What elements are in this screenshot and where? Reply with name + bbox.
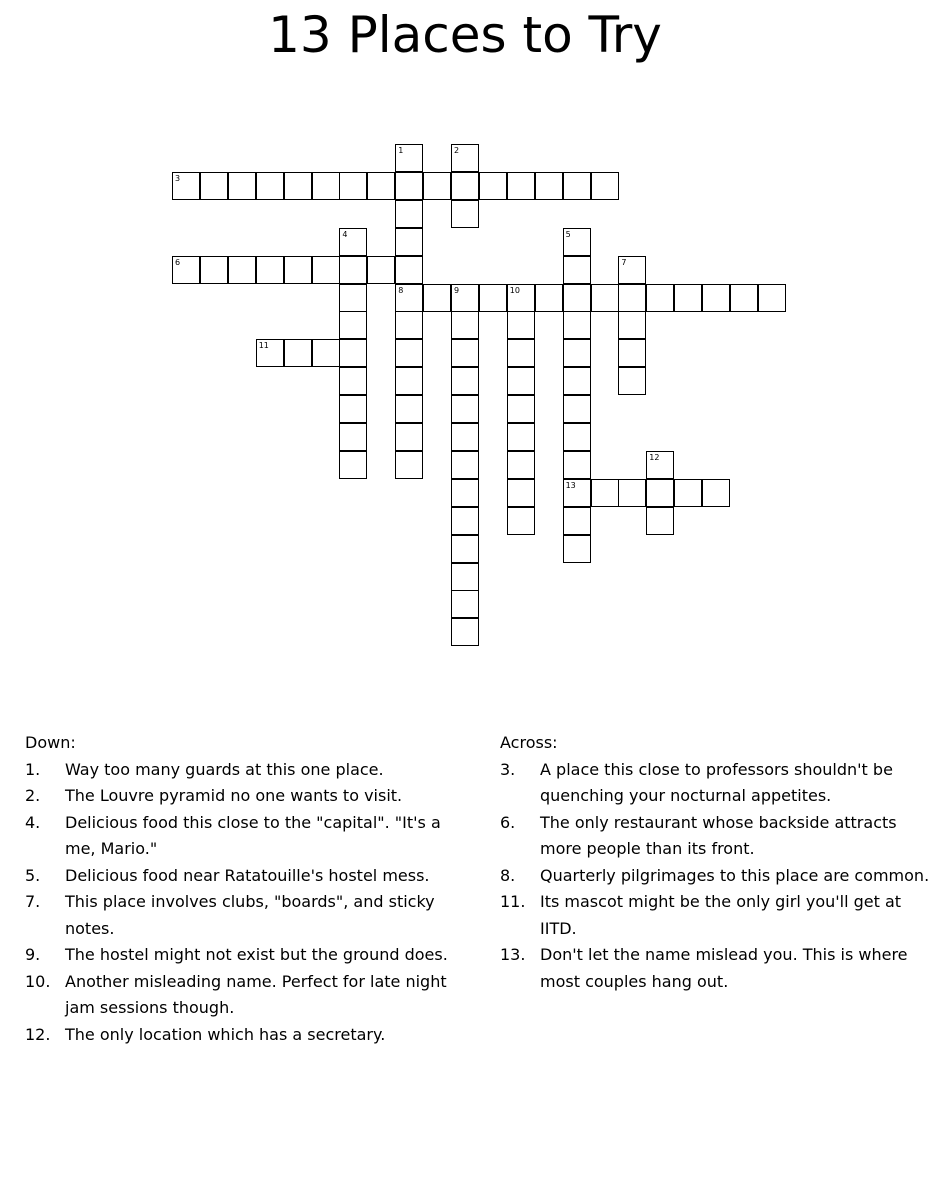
across-clue — [500, 757, 940, 810]
across-clue — [500, 889, 940, 942]
grid-cell[interactable] — [339, 256, 367, 284]
grid-cell[interactable] — [339, 311, 367, 339]
clue-text: Quarterly pilgrimages to this place are common. — [540, 865, 930, 885]
grid-cell[interactable] — [395, 311, 423, 339]
grid-cell[interactable] — [730, 284, 758, 312]
clue-number: 10. — [25, 971, 51, 991]
across-clue — [500, 942, 940, 995]
grid-cell[interactable] — [367, 256, 395, 284]
grid-cell[interactable] — [451, 311, 479, 339]
across-clue-list — [500, 757, 940, 996]
grid-cell[interactable] — [200, 172, 228, 200]
grid-cell[interactable] — [702, 479, 730, 507]
grid-cell[interactable] — [563, 423, 591, 451]
grid-cell[interactable] — [284, 339, 312, 367]
cell-number: 1 — [398, 146, 404, 155]
grid-cell[interactable] — [339, 423, 367, 451]
cell-number: 13 — [565, 480, 576, 490]
grid-cell[interactable] — [312, 339, 340, 367]
down-clue — [25, 942, 475, 969]
grid-cell[interactable] — [339, 451, 367, 479]
cell-number: 8 — [398, 285, 404, 295]
grid-cell[interactable] — [395, 200, 423, 228]
grid-cell[interactable] — [256, 172, 284, 200]
grid-cell[interactable] — [618, 339, 646, 367]
grid-cell[interactable] — [395, 339, 423, 367]
grid-cell[interactable] — [507, 395, 535, 423]
down-clue — [25, 757, 475, 784]
clue-number: 7. — [25, 892, 41, 911]
down-clue — [25, 863, 475, 890]
cell-number: 2 — [454, 146, 460, 155]
grid-cell[interactable] — [395, 367, 423, 395]
grid-cell[interactable] — [451, 284, 479, 312]
grid-cell[interactable] — [395, 256, 423, 284]
grid-cell[interactable] — [367, 172, 395, 200]
clue-number: 12. — [25, 1024, 51, 1044]
grid-cell[interactable] — [451, 339, 479, 367]
grid-cell[interactable] — [256, 339, 284, 367]
clue-text: The only restaurant whose backside attracts more people than its front. — [540, 812, 897, 858]
grid-cell[interactable] — [284, 172, 312, 200]
grid-cell[interactable] — [563, 395, 591, 423]
grid-cell[interactable] — [646, 507, 674, 535]
grid-cell[interactable] — [646, 451, 674, 479]
grid-cell[interactable] — [507, 367, 535, 395]
grid-cell[interactable] — [423, 172, 451, 200]
grid-cell[interactable] — [451, 535, 479, 563]
clue-number: 8. — [500, 865, 516, 885]
grid-cell[interactable] — [451, 479, 479, 507]
grid-cell[interactable] — [507, 311, 535, 339]
grid-cell[interactable] — [395, 172, 423, 200]
grid-cell[interactable] — [451, 590, 479, 618]
grid-cell[interactable] — [451, 423, 479, 451]
cell-number: 10 — [509, 285, 520, 295]
clue-text: A place this close to professors shouldn't be quenching your nocturnal appetites. — [540, 759, 893, 805]
grid-cell[interactable] — [618, 284, 646, 312]
grid-cell[interactable] — [674, 479, 702, 507]
down-clue — [25, 1022, 475, 1049]
grid-cell[interactable] — [507, 339, 535, 367]
grid-cell[interactable] — [395, 228, 423, 256]
grid-cell[interactable] — [758, 284, 786, 312]
grid-cell[interactable] — [563, 507, 591, 535]
grid-cell[interactable] — [451, 507, 479, 535]
grid-cell[interactable] — [451, 367, 479, 395]
clue-text: Way too many guards at this one place. — [65, 759, 384, 779]
grid-cell[interactable] — [563, 339, 591, 367]
grid-cell[interactable] — [284, 256, 312, 284]
grid-cell[interactable] — [563, 311, 591, 339]
down-clues — [25, 730, 475, 1048]
grid-cell[interactable] — [563, 228, 591, 256]
across-heading: Across: — [500, 733, 558, 752]
grid-cell[interactable] — [312, 172, 340, 200]
grid-cell[interactable] — [618, 256, 646, 284]
down-clue — [25, 969, 475, 1022]
clue-text: This place involves clubs, "boards", and sticky notes. — [65, 892, 435, 938]
cell-number: 12 — [649, 452, 660, 462]
cell-number: 3 — [175, 173, 181, 183]
clue-number: 11. — [500, 892, 526, 911]
grid-cell[interactable] — [228, 172, 256, 200]
grid-cell[interactable] — [451, 395, 479, 423]
across-clues — [500, 730, 940, 995]
grid-cell[interactable] — [563, 479, 591, 507]
grid-cell[interactable] — [507, 507, 535, 535]
grid-cell[interactable] — [395, 451, 423, 479]
grid-cell[interactable] — [256, 256, 284, 284]
grid-cell[interactable] — [451, 172, 479, 200]
grid-cell[interactable] — [451, 144, 479, 172]
grid-cell[interactable] — [507, 423, 535, 451]
clue-number: 3. — [500, 759, 516, 779]
grid-cell[interactable] — [451, 200, 479, 228]
down-clue — [25, 783, 475, 810]
grid-cell[interactable] — [312, 256, 340, 284]
grid-cell[interactable] — [563, 284, 591, 312]
across-clue — [500, 863, 940, 890]
grid-cell[interactable] — [507, 284, 535, 312]
grid-cell[interactable] — [507, 451, 535, 479]
grid-cell[interactable] — [339, 367, 367, 395]
grid-cell[interactable] — [618, 479, 646, 507]
page-title: 13 Places to Try — [268, 6, 662, 64]
grid-cell[interactable] — [200, 256, 228, 284]
clue-number: 4. — [25, 812, 41, 832]
grid-cell[interactable] — [451, 563, 479, 591]
grid-cell[interactable] — [395, 144, 423, 172]
grid-cell[interactable] — [395, 284, 423, 312]
across-clue — [500, 810, 940, 863]
grid-cell[interactable] — [339, 339, 367, 367]
down-heading: Down: — [25, 733, 76, 752]
grid-cell[interactable] — [423, 284, 451, 312]
grid-cell[interactable] — [646, 284, 674, 312]
grid-cell[interactable] — [563, 367, 591, 395]
grid-cell[interactable] — [172, 172, 200, 200]
grid-cell[interactable] — [339, 395, 367, 423]
grid-cell[interactable] — [228, 256, 256, 284]
down-clue — [25, 810, 475, 863]
grid-cell[interactable] — [535, 284, 563, 312]
clue-text: The Louvre pyramid no one wants to visit. — [65, 786, 403, 805]
clue-text: Don't let the name mislead you. This is where most couples hang out. — [540, 945, 908, 991]
clue-text: Its mascot might be the only girl you'll get at IITD. — [540, 892, 902, 938]
grid-cell[interactable] — [507, 172, 535, 200]
clue-text: The only location which has a secretary. — [65, 1024, 386, 1044]
clue-number: 6. — [500, 812, 516, 832]
grid-cell[interactable] — [563, 535, 591, 563]
grid-cell[interactable] — [451, 451, 479, 479]
grid-cell[interactable] — [535, 172, 563, 200]
grid-cell[interactable] — [395, 423, 423, 451]
grid-cell[interactable] — [563, 451, 591, 479]
clue-text: Delicious food near Ratatouille's hostel mess. — [65, 865, 430, 885]
cell-number: 11 — [258, 341, 269, 351]
grid-cell[interactable] — [702, 284, 730, 312]
clue-number: 9. — [25, 945, 41, 964]
clue-number: 2. — [25, 786, 41, 805]
grid-cell[interactable] — [591, 284, 619, 312]
grid-cell[interactable] — [507, 479, 535, 507]
grid-cell[interactable] — [563, 172, 591, 200]
grid-cell[interactable] — [618, 367, 646, 395]
grid-cell[interactable] — [339, 284, 367, 312]
clue-text: Another misleading name. Perfect for late night jam sessions though. — [65, 971, 447, 1017]
grid-cell[interactable] — [479, 284, 507, 312]
grid-cell[interactable] — [339, 172, 367, 200]
cell-number: 7 — [621, 257, 627, 267]
grid-cell[interactable] — [172, 256, 200, 284]
down-clue — [25, 889, 475, 942]
cell-number: 9 — [454, 285, 460, 295]
grid-cell[interactable] — [674, 284, 702, 312]
grid-cell[interactable] — [591, 479, 619, 507]
grid-cell[interactable] — [618, 311, 646, 339]
grid-cell[interactable] — [646, 479, 674, 507]
clue-number: 13. — [500, 945, 526, 964]
clue-text: Delicious food this close to the "capital". "It's a me, Mario." — [65, 812, 441, 858]
down-clue-list — [25, 757, 475, 1049]
grid-cell[interactable] — [451, 618, 479, 646]
clue-text: The hostel might not exist but the ground does. — [65, 945, 448, 964]
cell-number: 6 — [175, 257, 181, 267]
clue-number: 1. — [25, 759, 41, 779]
grid-cell[interactable] — [479, 172, 507, 200]
clue-number: 5. — [25, 865, 41, 885]
grid-cell[interactable] — [339, 228, 367, 256]
grid-cell[interactable] — [591, 172, 619, 200]
cell-number: 5 — [565, 229, 571, 239]
grid-cell[interactable] — [563, 256, 591, 284]
cell-number: 4 — [342, 229, 348, 239]
grid-cell[interactable] — [395, 395, 423, 423]
